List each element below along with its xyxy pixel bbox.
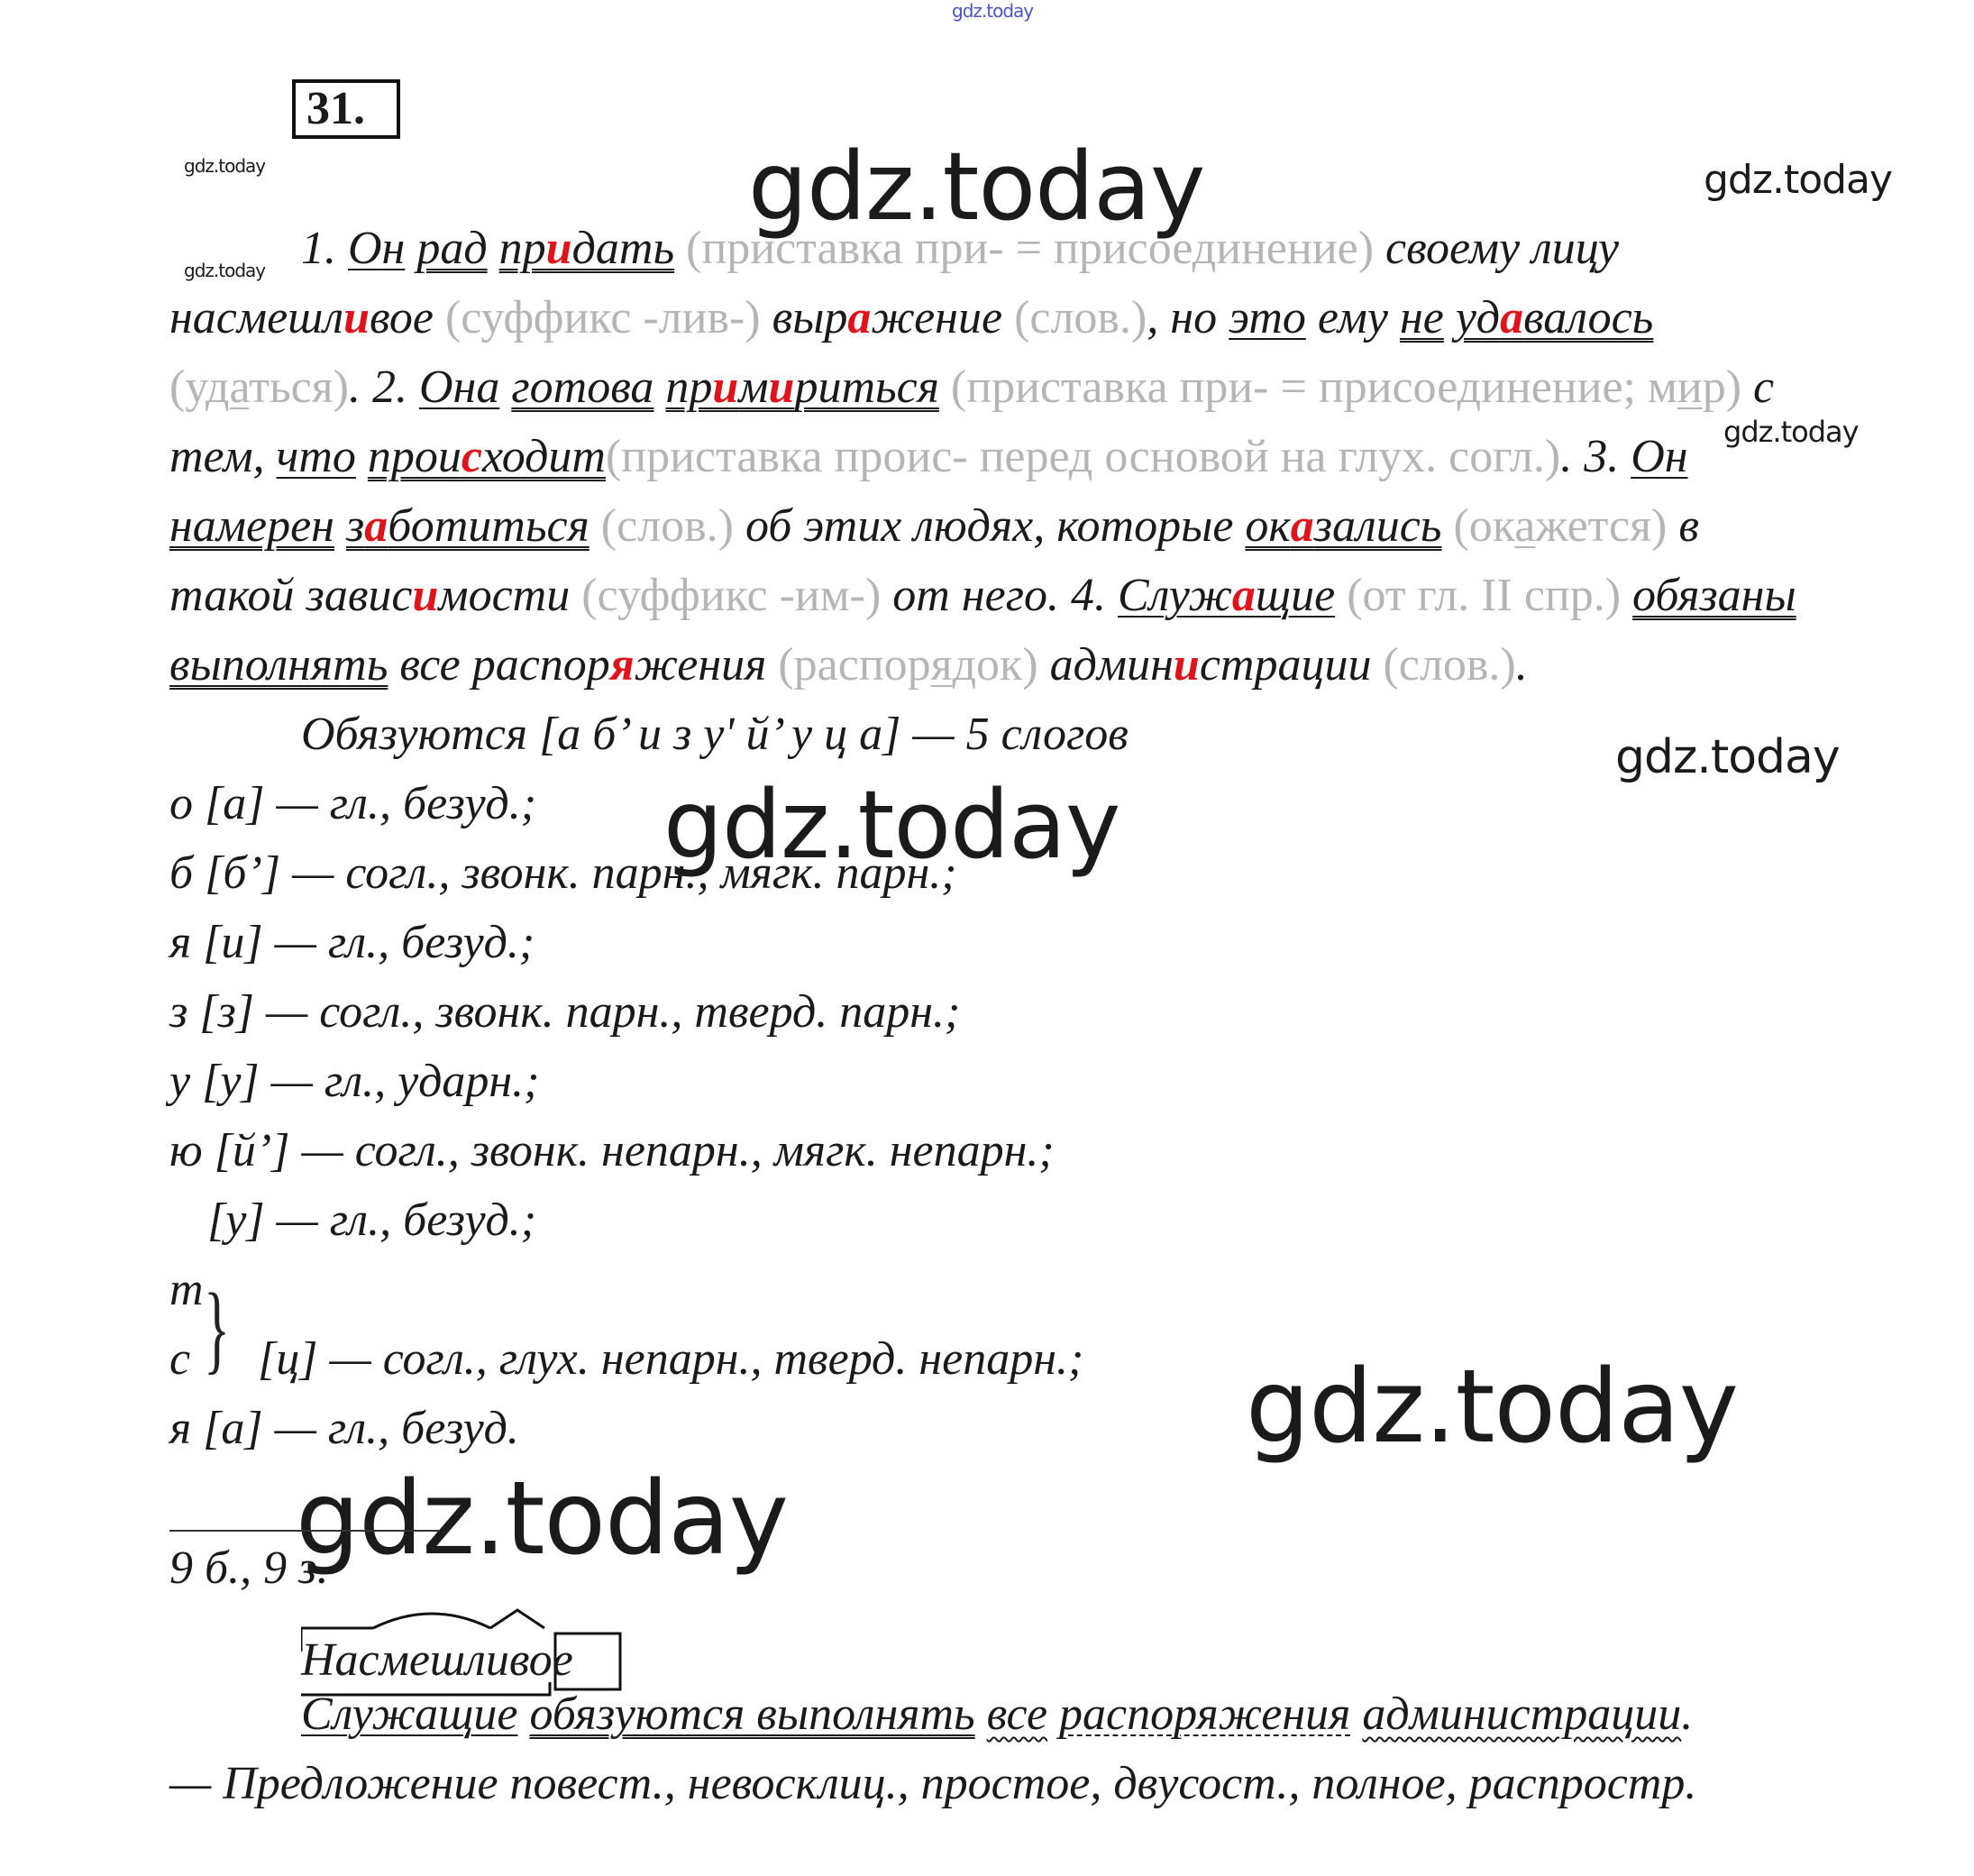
text: с xyxy=(1753,361,1775,413)
text: такой зависимости xyxy=(169,570,571,621)
phonetic-summary: 9 б., 9 з. xyxy=(169,1542,329,1594)
text-line-1 xyxy=(301,222,1619,276)
comment: (слов.) xyxy=(1383,639,1516,691)
word: удавалось xyxy=(1455,292,1654,343)
text: ему xyxy=(1317,292,1388,343)
text: администрации xyxy=(1049,639,1372,691)
text: . xyxy=(1681,1688,1694,1740)
text-line-2 xyxy=(169,291,1653,345)
predicate: обязуются выполнять xyxy=(529,1688,975,1740)
divider xyxy=(169,1530,440,1532)
comment: (приставка проис- перед основой на глух. согл.) xyxy=(605,431,1561,482)
word: выполнять xyxy=(169,639,388,691)
comment: (суффикс -лив-) xyxy=(444,292,761,343)
object: распоряжения xyxy=(1059,1688,1351,1740)
watermark: gdz.today xyxy=(1615,730,1840,784)
phonetic-line: я [и] — гл., безуд.; xyxy=(169,917,535,968)
word: Он xyxy=(1631,431,1688,482)
text-line-7 xyxy=(169,638,1528,692)
word: оказались xyxy=(1245,500,1442,552)
phonetic-line: [ц] — согл., глух. непарн., тверд. непарн.; xyxy=(258,1333,1084,1385)
word: Он xyxy=(348,223,406,274)
comment: (распорядок) xyxy=(778,639,1038,691)
word-ending: ое xyxy=(528,1634,573,1686)
watermark: gdz.today xyxy=(184,260,266,281)
watermark: gdz.today xyxy=(1246,1349,1739,1466)
text: в xyxy=(1678,500,1699,552)
word: происходит xyxy=(367,431,606,482)
comment: (приставка при- = присоединение; мир) xyxy=(950,361,1742,413)
comment: (слов.) xyxy=(600,500,734,552)
watermark: gdz.today xyxy=(184,155,266,177)
attribute: все xyxy=(986,1688,1048,1740)
watermark: gdz.today xyxy=(748,132,1205,242)
text-line-5 xyxy=(169,499,1699,554)
phonetic-line: з [з] — согл., звонк. парн., тверд. парн.; xyxy=(169,986,961,1038)
phonetic-line: я [а] — гл., безуд. xyxy=(169,1403,519,1454)
phonetic-letter-t: т xyxy=(169,1264,204,1315)
word-stem: Насмешлив xyxy=(301,1634,529,1686)
watermark: gdz.today xyxy=(1723,415,1859,449)
text: от него. 4. xyxy=(892,570,1107,621)
word: заботиться xyxy=(345,500,589,552)
phonetic-letter-s: с xyxy=(169,1333,191,1385)
text: тем, xyxy=(169,431,265,482)
morpheme-word xyxy=(301,1633,573,1688)
phonetic-line: б [б’] — согл., звонк. парн., мягк. парн.; xyxy=(169,847,957,899)
phonetic-line: у [у] — гл., ударн.; xyxy=(169,1056,540,1107)
word: примириться xyxy=(665,361,939,413)
phonetic-line: ю [й’] — согл., звонк. непарн., мягк. непарн.; xyxy=(169,1125,1055,1176)
comment: (удаться) xyxy=(169,361,349,413)
exercise-number-text: 31 xyxy=(306,83,353,134)
word: Служащие xyxy=(1118,570,1336,621)
phonetic-line: [у] — гл., безуд.; xyxy=(207,1194,537,1246)
comment: (слов.) xyxy=(1014,292,1147,343)
text: , но xyxy=(1147,292,1218,343)
word: это xyxy=(1229,292,1306,343)
word: намерен xyxy=(169,500,334,552)
watermark: gdz.today xyxy=(952,0,1034,22)
exercise-number: 31. xyxy=(292,79,400,139)
comment: (окажется) xyxy=(1453,500,1668,552)
watermark: gdz.today xyxy=(663,770,1120,880)
text: . 2. xyxy=(349,361,407,413)
watermark: gdz.today xyxy=(1704,157,1893,203)
text-line-3 xyxy=(169,361,1774,415)
word: не xyxy=(1399,292,1444,343)
text-line-4 xyxy=(169,430,1688,484)
brace-icon: } xyxy=(204,1273,231,1383)
comment: (приставка при- = присоединение) xyxy=(686,223,1375,274)
comment: (от гл. II спр.) xyxy=(1347,570,1622,621)
text: . xyxy=(1515,639,1528,691)
phonetic-line: о [а] — гл., безуд.; xyxy=(169,778,537,829)
text: своему лицу xyxy=(1385,223,1620,274)
parsed-sentence xyxy=(301,1688,1693,1742)
word: рад xyxy=(416,223,488,274)
text: все распоряжения xyxy=(399,639,767,691)
word: Она xyxy=(419,361,500,413)
text-line-6 xyxy=(169,569,1796,623)
word: выражение xyxy=(772,292,1003,343)
adjunct: администрации xyxy=(1362,1688,1682,1740)
watermark: gdz.today xyxy=(296,1460,789,1578)
sentence-number: 1. xyxy=(301,223,348,274)
word: что xyxy=(276,431,356,482)
word: насмешливое xyxy=(169,292,434,343)
text: . 3. xyxy=(1560,431,1620,482)
sentence-characteristics: — Предложение повест., невосклиц., простое, двусост., полное, распростр. xyxy=(169,1758,1697,1809)
phonetic-header: Обязуются [а б’ и з у' й’ у ц а] — 5 слогов xyxy=(301,709,1129,760)
word: придать xyxy=(498,223,675,274)
text: об этих людях, которые xyxy=(745,500,1234,552)
subject: Служащие xyxy=(301,1688,518,1740)
word: обязаны xyxy=(1632,570,1796,621)
word: готова xyxy=(511,361,654,413)
comment: (суффикс -им-) xyxy=(581,570,882,621)
